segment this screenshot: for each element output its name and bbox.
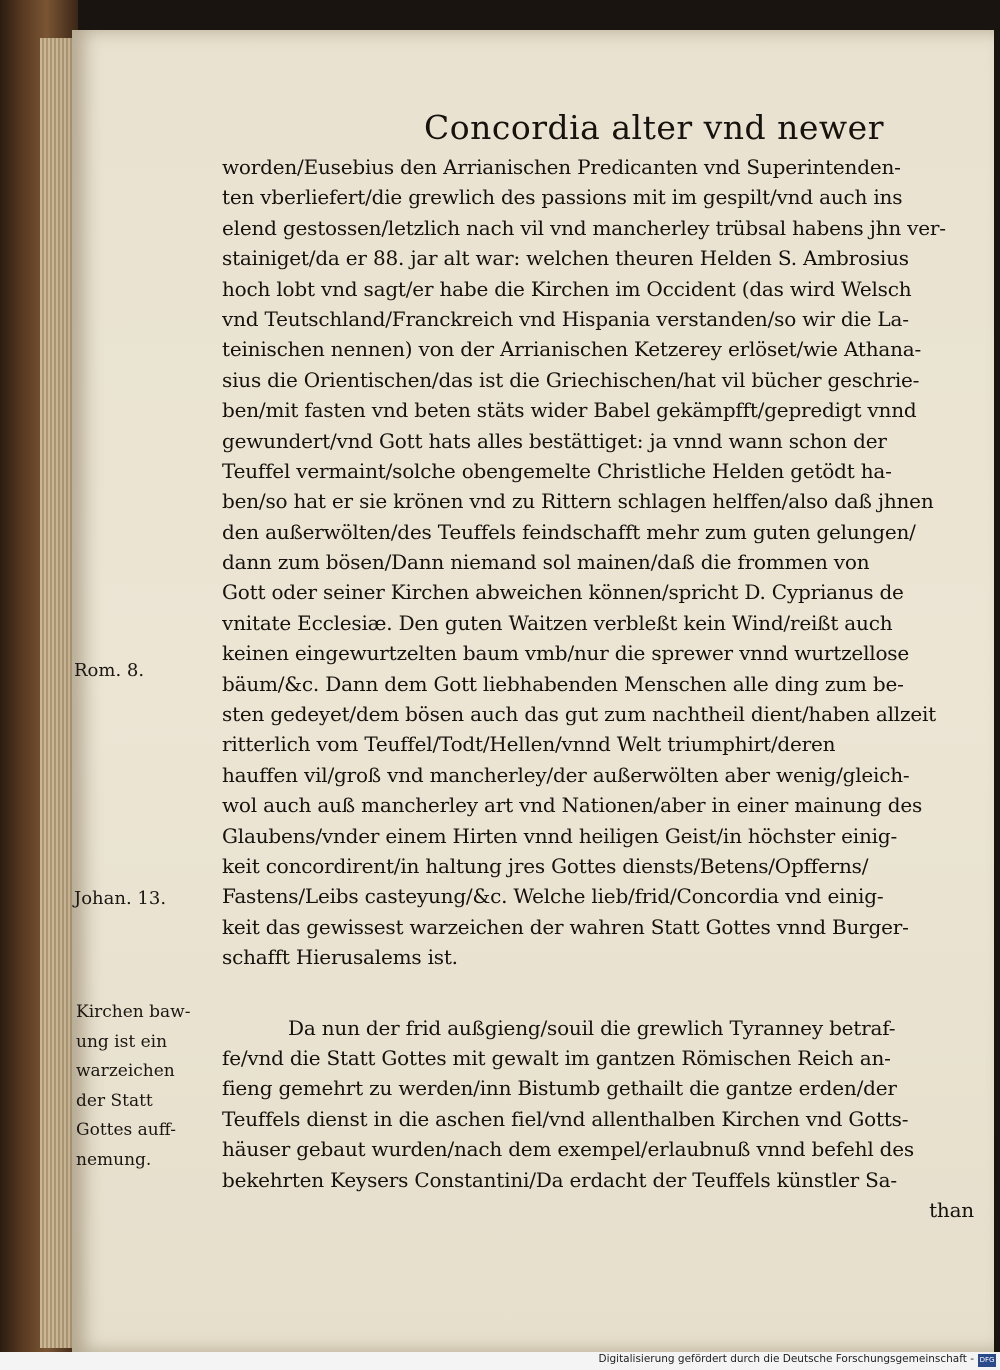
text-line: stainiget/da er 88. jar alt war: welchen theuren Helden S. Ambrosius <box>222 246 909 271</box>
text-line: hauffen vil/groß vnd mancherley/der außerwölten aber wenig/gleich- <box>222 762 910 787</box>
margin-note-line: Kirchen baw- <box>76 1002 191 1022</box>
text-line: hoch lobt vnd sagt/er habe die Kirchen im Occident (das wird Welsch <box>222 276 912 301</box>
text-line: Gott oder seiner Kirchen abweichen können/spricht D. Cyprianus de <box>222 580 904 605</box>
text-line: vnd Teutschland/Franckreich vnd Hispania verstanden/so wir die La- <box>222 306 909 331</box>
running-head: Concordia alter vnd newer <box>424 108 884 147</box>
footer-credit: Digitalisierung gefördert durch die Deutsche Forschungsgemeinschaft - <box>598 1353 974 1365</box>
text-line: den außerwölten/des Teuffels feindschafft mehr zum guten gelungen/ <box>222 519 916 544</box>
text-line: ritterlich vom Teuffel/Todt/Hellen/vnnd Welt triumphirt/deren <box>222 732 836 757</box>
text-line: teinischen nennen) von der Arrianischen Ketzerey erlöset/wie Athana- <box>222 337 922 362</box>
margin-note-johan: Johan. 13. <box>74 888 167 909</box>
margin-note-line: ung ist ein <box>76 1031 168 1052</box>
text-line: elend gestossen/letzlich nach vil vnd mancherley trübsal habens jhn ver- <box>222 215 946 240</box>
text-line: dann zum bösen/Dann niemand sol mainen/daß die frommen von <box>222 550 870 575</box>
paragraph-2 <box>222 1013 974 1195</box>
text-line: fe/vnd die Statt Gottes mit gewalt im gantzen Römischen Reich an- <box>222 1045 891 1070</box>
text-line: gewundert/vnd Gott hats alles bestättiget: ja vnnd wann schon der <box>222 428 887 453</box>
main-text-block <box>222 152 974 1225</box>
text-line: Teuffels dienst in die aschen fiel/vnd allenthalben Kirchen vnd Gotts- <box>222 1106 909 1131</box>
margin-note-kirchen <box>76 998 216 1175</box>
margin-note-line: nemung. <box>76 1149 152 1170</box>
text-line: ben/mit fasten vnd beten stäts wider Babel gekämpfft/gepredigt vnnd <box>222 398 917 423</box>
text-line: keit concordirent/in haltung jres Gottes diensts/Betens/Opfferns/ <box>222 853 869 878</box>
text-line: bäum/&c. Dann dem Gott liebhabenden Menschen alle ding zum be- <box>222 671 904 696</box>
dfg-logo: DFG <box>978 1354 996 1367</box>
text-line: Teuffel vermaint/solche obengemelte Christliche Helden getödt ha- <box>222 458 892 483</box>
text-line: keinen eingewurtzelten baum vmb/nur die sprewer vnnd wurtzellose <box>222 641 910 666</box>
text-line: ten vberliefert/die grewlich des passions mit im gespilt/vnd auch ins <box>222 185 903 210</box>
text-line: vnitate Ecclesiæ. Den guten Waitzen verbleßt kein Wind/reißt auch <box>222 610 893 635</box>
text-line: sten gedeyet/dem bösen auch das gut zum nachtheil dient/haben allzeit <box>222 702 937 727</box>
text-line: worden/Eusebius den Arrianischen Predicanten vnd Superintenden- <box>222 155 901 179</box>
margin-note-rom: Rom. 8. <box>74 660 145 681</box>
margin-note-line: warzeichen <box>76 1061 175 1081</box>
margin-note-line: der Statt <box>76 1090 153 1111</box>
catchword: than <box>929 1197 974 1222</box>
text-line: Da nun der frid außgieng/souil die grewlich Tyranney betraf- <box>288 1015 896 1040</box>
text-line: sius die Orientischen/das ist die Griechischen/hat vil bücher geschrie- <box>222 367 920 392</box>
margin-note-line: Gottes auff- <box>76 1120 176 1140</box>
text-line: Fastens/Leibs casteyung/&c. Welche lieb/frid/Concordia vnd einig- <box>222 884 884 909</box>
text-line: häuser gebaut wurden/nach dem exempel/erlaubnuß vnnd befehl des <box>222 1137 914 1162</box>
paragraph-gap <box>222 973 974 1013</box>
paragraph-1 <box>222 152 974 973</box>
text-line: ben/so hat er sie krönen vnd zu Rittern schlagen helffen/also daß jhnen <box>222 489 934 514</box>
text-line: Glaubens/vnder einem Hirten vnnd heiligen Geist/in höchster einig- <box>222 823 898 848</box>
text-line: bekehrten Keysers Constantini/Da erdacht der Teuffels künstler Sa- <box>222 1167 897 1192</box>
text-line: keit das gewissest warzeichen der wahren Statt Gottes vnnd Burger- <box>222 914 909 939</box>
text-line: wol auch auß mancherley art vnd Nationen/aber in einer mainung des <box>222 793 923 818</box>
text-line: schafft Hierusalems ist. <box>222 945 458 970</box>
text-line: fieng gemehrt zu werden/inn Bistumb gethailt die gantze erden/der <box>222 1076 897 1101</box>
